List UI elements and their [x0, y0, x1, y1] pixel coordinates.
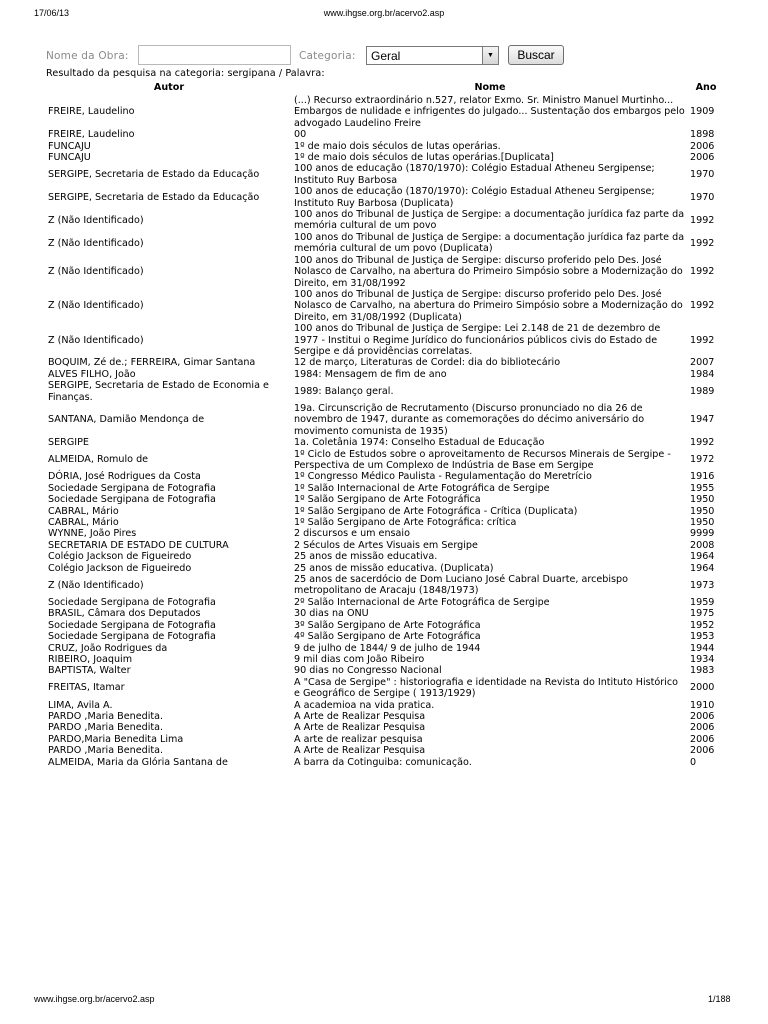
cell-ano: 1898 [690, 129, 715, 141]
cell-autor: FREIRE, Laudelino [48, 106, 135, 118]
cell-ano: 9999 [690, 528, 715, 540]
table-row [46, 209, 724, 232]
cell-ano: 1955 [690, 482, 715, 494]
cell-autor: Z (Não Identificado) [48, 300, 144, 312]
table-row [46, 643, 724, 654]
cell-nome: 1989: Balanço geral. [294, 385, 394, 397]
cell-autor: FUNCAJU [48, 152, 91, 164]
cell-nome: 1º Ciclo de Estudos sobre o aproveitamento de Recursos Minerais de Sergipe - Perspectiva de um Complexo de Indústria de Base em Sergipe [294, 448, 671, 471]
cell-autor: Colégio Jackson de Figueiredo [48, 551, 192, 563]
name-input[interactable] [138, 45, 291, 65]
cell-nome: 1º Salão Sergipano de Arte Fotográfica [294, 494, 481, 506]
cell-nome: A Arte de Realizar Pesquisa [294, 722, 426, 734]
table-row [46, 631, 724, 642]
cell-nome: 25 anos de sacerdócio de Dom Luciano José Cabral Duarte, arcebispo metropolitano de Aracaju (1848/1973) [294, 574, 629, 597]
cell-ano: 1970 [690, 191, 715, 203]
cell-ano: 1950 [690, 494, 715, 506]
table-row [46, 232, 724, 255]
cell-autor: Z (Não Identificado) [48, 579, 144, 591]
cell-ano: 1953 [690, 631, 715, 643]
table-row [46, 745, 724, 756]
cell-ano: 1934 [690, 653, 715, 665]
cell-nome: 4º Salão Sergipano de Arte Fotográfica [294, 631, 481, 643]
cell-autor: SERGIPE, Secretaria de Estado da Educação [48, 191, 260, 203]
cell-ano: 2000 [690, 682, 715, 694]
table-row [46, 757, 724, 768]
cell-nome: 100 anos do Tribunal de Justiça de Sergipe: a documentação jurídica faz parte da memória cultural de um povo (Duplicata) [294, 231, 685, 255]
cell-nome: 1º de maio dois séculos de lutas operárias.[Duplicata] [294, 152, 554, 164]
cell-autor: ALVES FILHO, João [48, 368, 136, 380]
cell-ano: 1992 [690, 300, 715, 312]
table-row [46, 323, 724, 357]
cell-nome: A Arte de Realizar Pesquisa [294, 710, 426, 722]
cell-nome: A academioa na vida pratica. [294, 699, 435, 711]
cell-ano: 2006 [690, 722, 715, 734]
cell-nome: 1a. Coletânia 1974: Conselho Estadual de Educação [294, 437, 545, 449]
print-url: www.ihgse.org.br/acervo2.asp [323, 8, 445, 18]
table-row [46, 449, 724, 472]
cell-nome: 1º de maio dois séculos de lutas operárias. [294, 140, 501, 152]
cell-autor: ALMEIDA, Maria da Glória Santana de [48, 756, 228, 768]
table-row [46, 163, 724, 186]
cell-nome: A arte de realizar pesquisa [294, 733, 423, 745]
cell-autor: PARDO ,Maria Benedita. [48, 710, 164, 722]
name-label: Nome da Obra: [46, 50, 129, 62]
cell-autor: DÓRIA, José Rodrigues da Costa [48, 471, 201, 483]
table-row [46, 722, 724, 733]
cell-nome: A Arte de Realizar Pesquisa [294, 745, 426, 757]
cell-autor: CABRAL, Mário [48, 505, 119, 517]
cell-ano: 1959 [690, 596, 715, 608]
cell-autor: FUNCAJU [48, 140, 91, 152]
cell-ano: 1950 [690, 505, 715, 517]
table-row [46, 289, 724, 323]
print-date: 17/06/13 [34, 8, 70, 18]
cell-nome: 00 [294, 129, 307, 141]
cell-autor: Z (Não Identificado) [48, 214, 144, 226]
table-row [46, 551, 724, 562]
table-row [46, 597, 724, 608]
cell-ano: 1992 [690, 237, 715, 249]
cell-autor: Sociedade Sergipana de Fotografia [48, 631, 216, 643]
cell-autor: CABRAL, Mário [48, 517, 119, 529]
cell-ano: 2008 [690, 539, 715, 551]
cell-ano: 1952 [690, 619, 715, 631]
cell-nome: 2 discursos e um ensaio [294, 528, 410, 540]
cell-nome: 100 anos de educação (1870/1970): Colégio Estadual Atheneu Sergipense; Instituto Ruy Barbosa [294, 163, 655, 186]
cell-nome: 9 mil dias com João Ribeiro [294, 653, 425, 665]
cell-nome: 2º Salão Internacional de Arte Fotográfica de Sergipe [294, 596, 550, 608]
cell-nome: (...) Recurso extraordinário n.527, relator Exmo. Sr. Ministro Manuel Murtinho... Embargos de nulidade e infrigentes do julgado... Sustentação dos embargos pelo advogado Laudelino Freire [294, 95, 685, 129]
table-row [46, 380, 724, 403]
table-row [46, 141, 724, 152]
cell-nome: 100 anos de educação (1870/1970): Colégio Estadual Atheneu Sergipense; Instituto Ruy Barbosa (Duplicata) [294, 186, 655, 209]
cell-nome: 1º Salão Internacional de Arte Fotográfica de Sergipe [294, 482, 550, 494]
cell-nome: 3º Salão Sergipano de Arte Fotográfica [294, 619, 481, 631]
cell-autor: Z (Não Identificado) [48, 237, 144, 249]
category-value: Geral [371, 49, 401, 63]
cell-ano: 2007 [690, 357, 715, 369]
cell-ano: 1964 [690, 551, 715, 563]
cell-nome: 100 anos do Tribunal de Justiça de Sergipe: discurso proferido pelo Des. José Nolasco de Carvalho, na abertura do Primeiro Simpósio sobre a Modernização do Direito, em 31/08/1992 [294, 254, 683, 289]
cell-autor: BOQUIM, Zé de.; FERREIRA, Gimar Santana [48, 357, 256, 369]
table-row [46, 517, 724, 528]
cell-autor: FREIRE, Laudelino [48, 129, 135, 141]
cell-autor: BRASIL, Câmara dos Deputados [48, 608, 201, 620]
cell-nome: A barra da Cotinguiba: comunicação. [294, 756, 472, 768]
table-row [46, 129, 724, 140]
cell-nome: A "Casa de Sergipe" : historiografia e identidade na Revista do Intituto Histórico e Geográfico de Sergipe ( 1913/1929) [294, 676, 679, 700]
table-row [46, 711, 724, 722]
cell-ano: 2006 [690, 733, 715, 745]
cell-autor: LIMA, Avila A. [48, 699, 113, 711]
cell-nome: 25 anos de missão educativa. (Duplicata) [294, 562, 494, 574]
cell-nome: 100 anos do Tribunal de Justiça de Sergipe: a documentação jurídica faz parte da memória cultural de um povo [294, 209, 685, 232]
footer-url: www.ihgse.org.br/acervo2.asp [34, 994, 155, 1004]
table-row [46, 95, 724, 129]
table-row [46, 665, 724, 676]
table-row [46, 483, 724, 494]
cell-ano: 1989 [690, 385, 715, 397]
cell-ano: 1964 [690, 562, 715, 574]
cell-autor: BAPTISTA, Walter [48, 665, 131, 677]
results-table [46, 81, 724, 768]
cell-autor: CRUZ, João Rodrigues da [48, 642, 168, 654]
cell-nome: 12 de março, Literaturas de Cordel: dia do bibliotecário [294, 357, 561, 369]
cell-nome: 100 anos do Tribunal de Justiça de Sergipe: Lei 2.148 de 21 de dezembro de 1977 - Institui o Regime Jurídico do funcionários públicos civis do Estado de Sergipe e dá providências correlatas. [294, 323, 661, 357]
table-row [46, 494, 724, 505]
cell-autor: SERGIPE, Secretaria de Estado da Educação [48, 169, 260, 181]
table-row [46, 734, 724, 745]
cell-autor: Z (Não Identificado) [48, 266, 144, 278]
cell-ano: 1992 [690, 266, 715, 278]
table-row [46, 677, 724, 700]
table-row [46, 654, 724, 665]
cell-ano: 0 [690, 756, 697, 768]
cell-autor: PARDO ,Maria Benedita. [48, 745, 164, 757]
table-row [46, 255, 724, 289]
cell-ano: 1992 [690, 437, 715, 449]
cell-ano: 1916 [690, 471, 715, 483]
table-row [46, 471, 724, 482]
cell-ano: 1950 [690, 517, 715, 529]
cell-autor: Sociedade Sergipana de Fotografia [48, 619, 216, 631]
cell-ano: 1973 [690, 579, 715, 591]
cell-nome: 30 dias na ONU [294, 608, 369, 620]
category-label: Categoria: [299, 50, 356, 62]
cell-autor: Sociedade Sergipana de Fotografia [48, 494, 216, 506]
cell-ano: 1972 [690, 454, 715, 466]
table-row [46, 437, 724, 448]
cell-ano: 1947 [690, 414, 715, 426]
cell-ano: 1992 [690, 334, 715, 346]
cell-autor: SERGIPE [48, 437, 89, 449]
cell-ano: 2006 [690, 140, 715, 152]
cell-ano: 2006 [690, 710, 715, 722]
chevron-down-icon[interactable]: ▼ [482, 47, 498, 64]
header-ano: Ano [695, 82, 717, 94]
cell-nome: 19a. Circunscrição de Recrutamento (Discurso pronunciado no dia 26 de novembro de 1947, durante as comemorações do décimo aniversário do movimento comunista de 1935) [294, 402, 645, 437]
cell-nome: 2 Séculos de Artes Visuais em Sergipe [294, 539, 478, 551]
search-button[interactable]: Buscar [508, 45, 564, 65]
cell-autor: SECRETARIA DE ESTADO DE CULTURA [48, 539, 229, 551]
cell-autor: SERGIPE, Secretaria de Estado de Economia e Finanças. [48, 380, 269, 403]
table-row [46, 403, 724, 437]
table-row [46, 700, 724, 711]
cell-autor: PARDO ,Maria Benedita. [48, 722, 164, 734]
cell-autor: WYNNE, João Pires [48, 528, 137, 540]
table-row [46, 608, 724, 619]
table-row [46, 528, 724, 539]
cell-ano: 1975 [690, 608, 715, 620]
cell-ano: 1909 [690, 106, 715, 118]
search-form [46, 44, 746, 66]
header-nome: Nome [474, 82, 506, 94]
cell-autor: Z (Não Identificado) [48, 334, 144, 346]
cell-autor: Sociedade Sergipana de Fotografia [48, 596, 216, 608]
cell-nome: 1984: Mensagem de fim de ano [294, 368, 447, 380]
cell-ano: 2006 [690, 152, 715, 164]
table-header-row [46, 81, 724, 95]
cell-autor: Colégio Jackson de Figueiredo [48, 562, 192, 574]
header-autor: Autor [153, 82, 185, 94]
cell-autor: FREITAS, Itamar [48, 682, 125, 694]
cell-nome: 100 anos do Tribunal de Justiça de Sergipe: discurso proferido pelo Des. José Nolasco de Carvalho, na abertura do Primeiro Simpósio sobre a Modernização do Direito, em 31/08/1992 (Duplicata) [294, 288, 683, 323]
cell-nome: 1º Salão Sergipano de Arte Fotográfica - Crítica (Duplicata) [294, 505, 578, 517]
cell-nome: 25 anos de missão educativa. [294, 551, 438, 563]
table-row [46, 506, 724, 517]
table-row [46, 574, 724, 597]
table-row [46, 186, 724, 209]
cell-autor: SANTANA, Damião Mendonça de [48, 414, 205, 426]
cell-ano: 1910 [690, 699, 715, 711]
cell-autor: RIBEIRO, Joaquim [48, 653, 133, 665]
table-row [46, 620, 724, 631]
table-row [46, 357, 724, 368]
cell-ano: 1970 [690, 169, 715, 181]
table-row [46, 152, 724, 163]
table-row [46, 563, 724, 574]
cell-nome: 9 de julho de 1844/ 9 de julho de 1944 [294, 642, 481, 654]
cell-ano: 1984 [690, 368, 715, 380]
page-number: 1/188 [708, 994, 731, 1004]
table-row [46, 540, 724, 551]
cell-nome: 1º Salão Sergipano de Arte Fotográfica: crítica [294, 517, 517, 529]
cell-ano: 1983 [690, 665, 715, 677]
cell-autor: PARDO,Maria Benedita Lima [48, 733, 184, 745]
cell-ano: 1992 [690, 214, 715, 226]
cell-autor: Sociedade Sergipana de Fotografia [48, 482, 216, 494]
cell-ano: 2006 [690, 745, 715, 757]
result-summary: Resultado da pesquisa na categoria: sergipana / Palavra: [46, 68, 325, 79]
category-select[interactable] [366, 46, 499, 65]
cell-nome: 1º Congresso Médico Paulista - Regulamentação do Meretrício [294, 471, 592, 483]
cell-autor: ALMEIDA, Romulo de [48, 454, 149, 466]
table-row [46, 369, 724, 380]
cell-nome: 90 dias no Congresso Nacional [294, 665, 442, 677]
cell-ano: 1944 [690, 642, 715, 654]
